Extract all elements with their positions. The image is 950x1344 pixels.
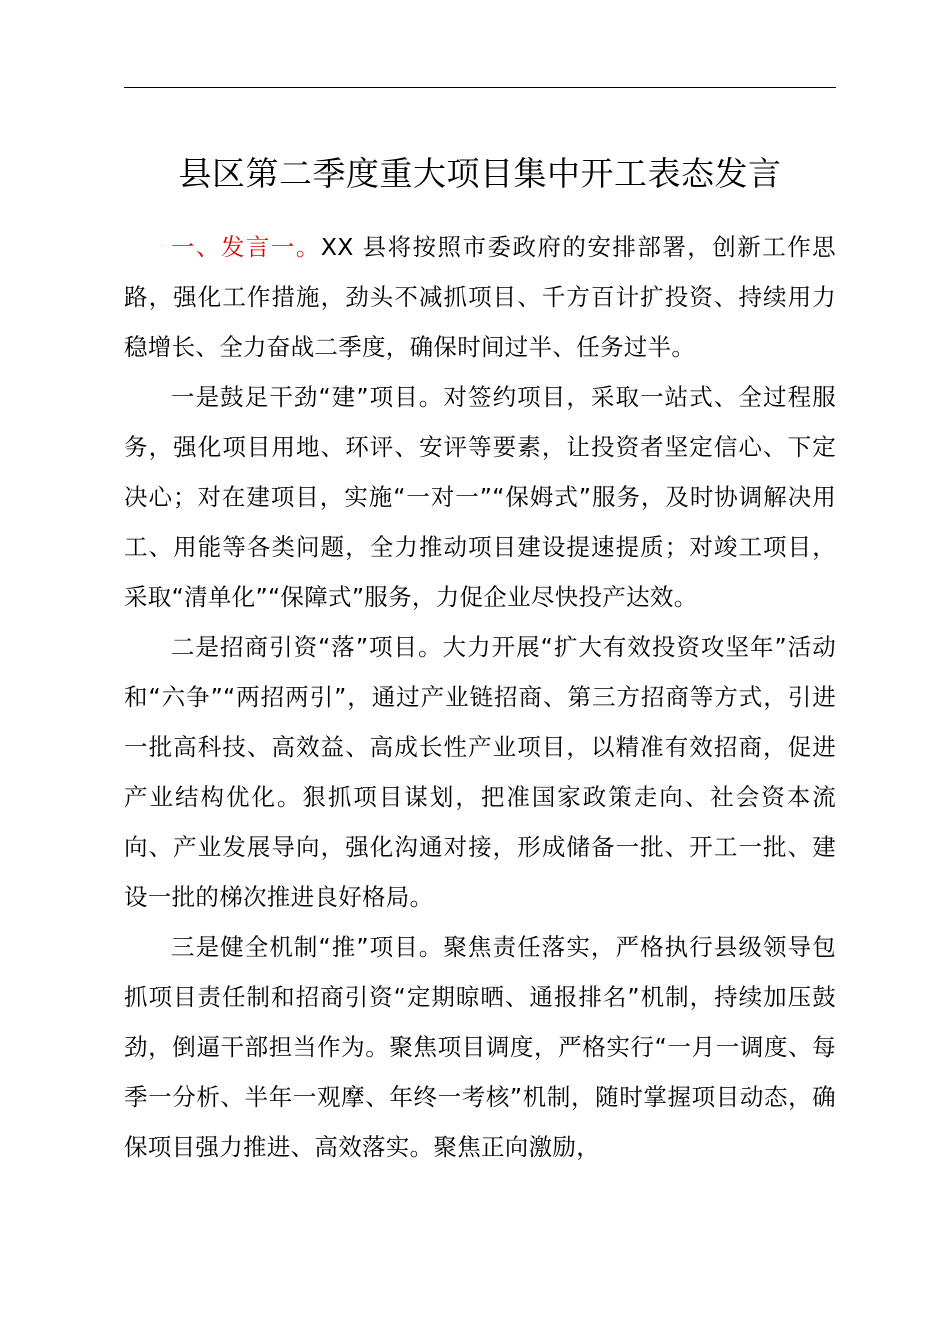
header-rule (124, 87, 836, 88)
paragraph-3: 二是招商引资“落”项目。大力开展“扩大有效投资攻坚年”活动和“六争”“两招两引”，通过产业链招商、第三方招商等方式，引进一批高科技、高效益、高成长性产业项目，以精准有效招商，促进产业结构优化。狠抓项目谋划，把准国家政策走向、社会资本流向、产业发展导向，强化沟通对接，形成储备一批、开工一批、建设一批的梯次推进良好格局。 (124, 633, 836, 911)
paragraph-1 (124, 222, 836, 372)
document-title: 县区第二季度重大项目集中开工表态发言 (178, 154, 782, 193)
paragraph-1-text: XX 县将按照市委政府的安排部署，创新工作思路，强化工作措施，劲头不减抓项目、千方百计扩投资、持续用力稳增长、全力奋战二季度，确保时间过半、任务过半。 (124, 233, 836, 361)
document-body (124, 222, 836, 1172)
paragraph-2: 一是鼓足干劲“建”项目。对签约项目，采取一站式、全过程服务，强化项目用地、环评、安评等要素，让投资者坚定信心、下定决心；对在建项目，实施“一对一”“保姆式”服务，及时协调解决用工、用能等各类问题，全力推动项目建设提速提质；对竣工项目，采取“清单化”“保障式”服务，力促企业尽快投产达效。 (124, 383, 836, 611)
paragraph-4: 三是健全机制“推”项目。聚焦责任落实，严格执行县级领导包抓项目责任制和招商引资“定期晾晒、通报排名”机制，持续加压鼓劲，倒逼干部担当作为。聚焦项目调度，严格实行“一月一调度、每季一分析、半年一观摩、年终一考核”机制，随时掌握项目动态，确保项目强力推进、高效落实。聚焦正向激励， (124, 933, 836, 1161)
section-heading: 一、发言一。 (171, 233, 321, 261)
